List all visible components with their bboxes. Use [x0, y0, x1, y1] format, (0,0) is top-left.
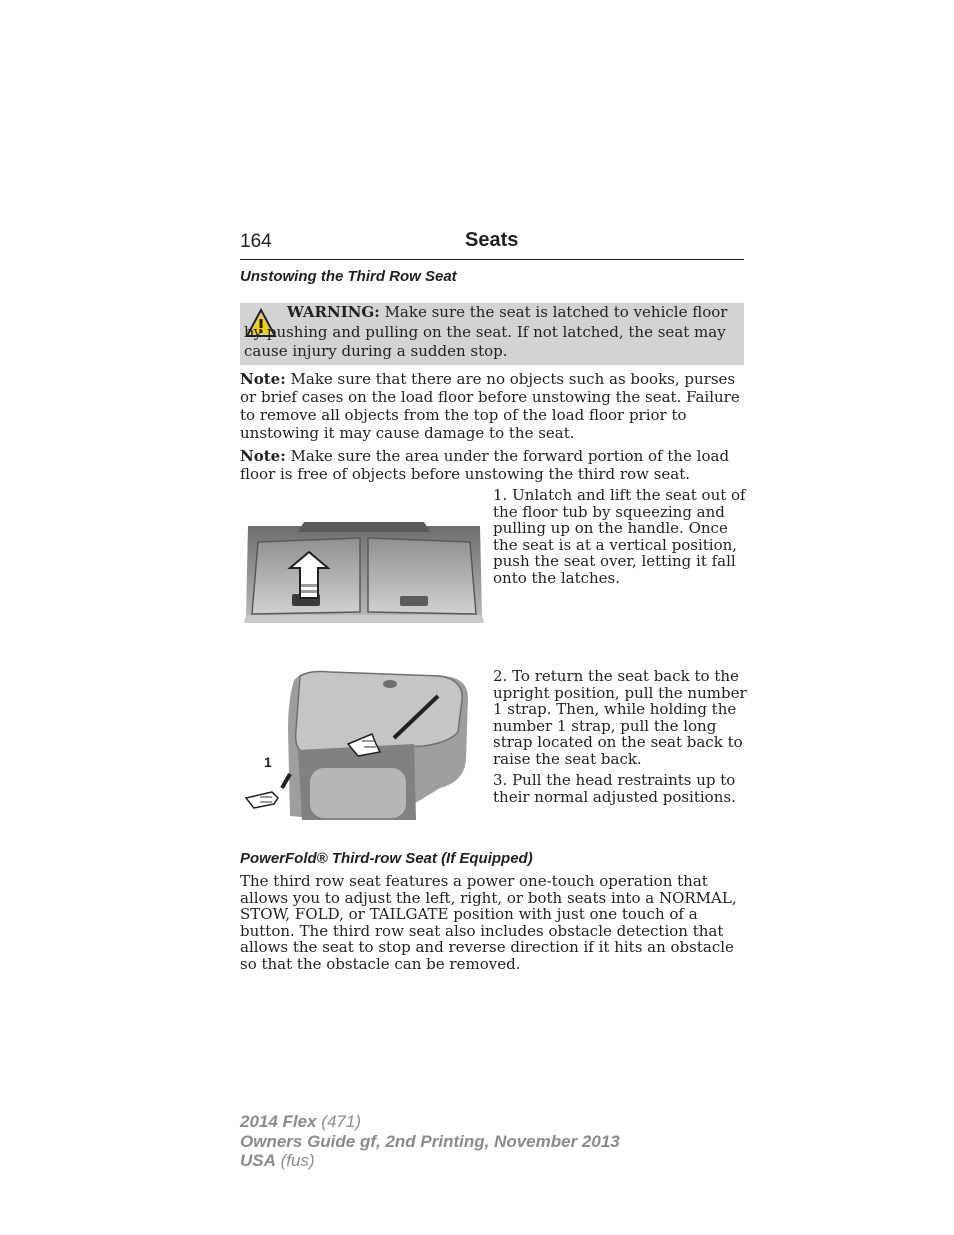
figure-seat-raise	[244, 670, 474, 822]
figure-seat-unlatch	[244, 520, 484, 625]
note-label: Note:	[240, 370, 286, 388]
note-text: Make sure that there are no objects such as books, purses or brief cases on the load floor before unstowing the seat. Failure to remove all objects from the top of the load floor prior to unstowing it may cause damage to the seat.	[240, 370, 740, 442]
page-number: 164	[240, 231, 272, 252]
step-1: 1. Unlatch and lift the seat out of the floor tub by squeezing and pulling up on the handle. Once the seat is at a vertical position, push the seat over, letting it fall onto the latches.	[493, 486, 746, 587]
page-header	[240, 229, 744, 260]
footer-guide: Owners Guide gf, 2nd Printing, November 2013	[240, 1131, 620, 1151]
note-load-floor	[240, 370, 744, 442]
footer-model: 2014 Flex	[240, 1112, 317, 1131]
footer-market: USA	[240, 1151, 276, 1170]
section-title-powerfold: PowerFold® Third-row Seat (If Equipped)	[240, 850, 533, 867]
warning-body: Make sure the seat is latched to vehicle floor by pushing and pulling on the seat. If not latched, the seat may cause injury during a sudden stop.	[244, 303, 728, 360]
pull-arrow-icon	[246, 792, 278, 808]
warning-label: WARNING:	[287, 303, 380, 321]
callout-number: 1	[264, 754, 272, 770]
page-title: Seats	[465, 229, 519, 251]
step-2: 2. To return the seat back to the upright position, pull the number 1 strap. Then, while holding the number 1 strap, pull the long strap located on the seat back to raise the seat back.	[493, 667, 747, 768]
page-footer	[240, 1112, 620, 1171]
powerfold-description: The third row seat features a power one-touch operation that allows you to adjust the left, right, or both seats into a NORMAL, STOW, FOLD, or TAILGATE position with just one touch of a button. The third row seat also includes obstacle detection that allows the seat to stop and reverse direction if it hits an obstacle so that the obstacle can be removed.	[240, 872, 737, 973]
step-3: 3. Pull the head restraints up to their normal adjusted positions.	[493, 771, 736, 806]
note-text: Make sure the area under the forward portion of the load floor is free of objects before unstowing the third row seat.	[240, 447, 730, 483]
footer-model-code: (471)	[321, 1112, 361, 1131]
footer-market-code: (fus)	[280, 1151, 315, 1170]
note-label: Note:	[240, 447, 286, 465]
section-title-unstowing: Unstowing the Third Row Seat	[240, 268, 457, 285]
warning-box	[240, 303, 744, 365]
note-forward-portion	[240, 447, 744, 483]
warning-text	[244, 303, 740, 362]
